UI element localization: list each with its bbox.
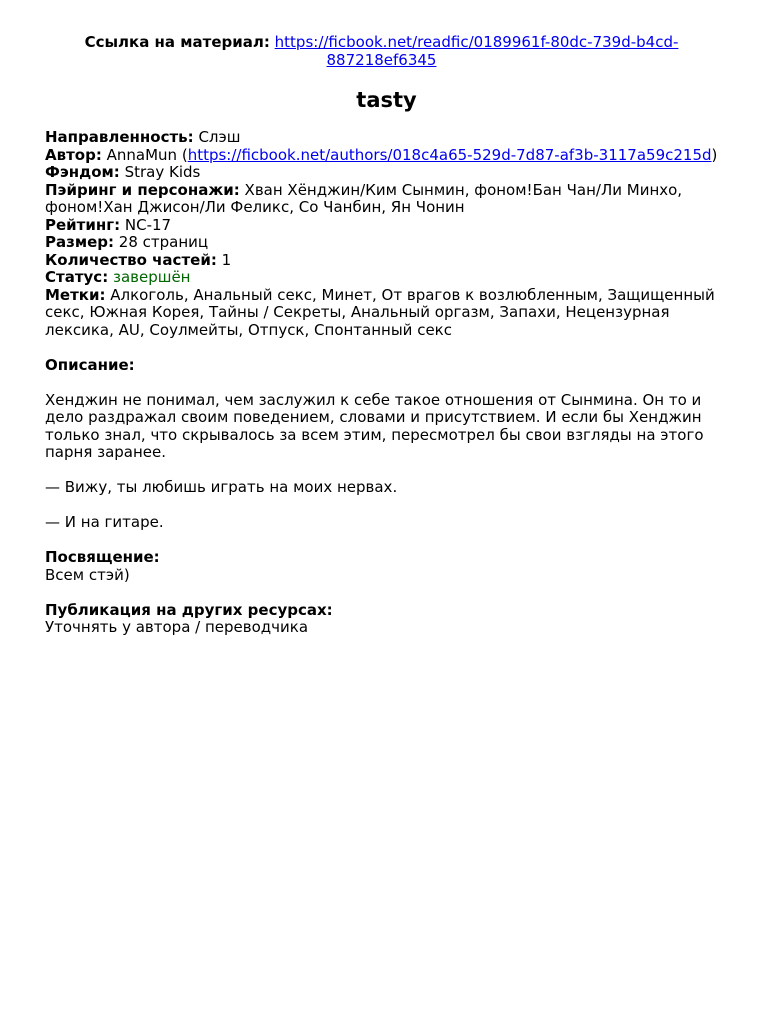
meta-direction (45, 129, 728, 147)
rating-label: Рейтинг: (45, 215, 121, 234)
source-label: Ссылка на материал: (84, 33, 270, 51)
direction-value: Слэш (198, 128, 241, 146)
meta-size (45, 234, 728, 252)
author-open-paren: ( (181, 145, 188, 164)
document-title: tasty (356, 88, 417, 112)
author-name: AnnaMun (106, 145, 178, 164)
direction-label: Направленность: (45, 128, 194, 146)
publication-section (45, 602, 728, 637)
rating-value: NC-17 (124, 215, 172, 234)
meta-author (45, 147, 728, 165)
fandom-value: Stray Kids (124, 163, 201, 181)
author-link[interactable]: https://ficbook.net/authors/018c4a65-529d-7d87-af3b-3117a59c215d (187, 145, 712, 164)
description-paragraph: — Вижу, ты любишь играть на моих нервах. (45, 478, 398, 496)
tags-label: Метки: (45, 285, 106, 304)
source-line (45, 34, 728, 69)
size-value: 28 страниц (118, 233, 209, 251)
author-label: Автор: (45, 145, 102, 164)
meta-pairing (45, 182, 728, 217)
description-paragraph: Хенджин не понимал, чем заслужил к себе такое отношения от Сынмина. Он то и дело раздражал своим поведением, словами и присутствием. И если бы Хенджин только знал, что скрывалось за всем этим, пересмотрел бы свои взгляды на этого парня заранее. (45, 390, 704, 461)
description-paragraph: — И на гитаре. (45, 513, 164, 531)
dedication-label: Посвящение: (45, 548, 160, 566)
source-link[interactable]: https://ficbook.net/readfic/0189961f-80dc-739d-b4cd-887218ef6345 (274, 33, 679, 69)
dedication-section (45, 549, 728, 584)
meta-block (45, 129, 728, 339)
meta-status (45, 269, 728, 287)
description-section (45, 357, 728, 532)
meta-fandom (45, 164, 728, 182)
meta-rating (45, 217, 728, 235)
size-label: Размер: (45, 233, 115, 251)
meta-tags (45, 287, 728, 340)
tags-value: Алкоголь, Анальный секс, Минет, От врагов к возлюбленным, Защищенный секс, Южная Корея, Тайны / Секреты, Анальный оргазм, Запахи, Нецензурная лексика, AU, Соулмейты, Отпуск, Спонтанный секс (45, 285, 715, 339)
author-close-paren: ) (711, 145, 718, 164)
publication-label: Публикация на других ресурсах: (45, 600, 333, 619)
status-label: Статус: (45, 268, 109, 286)
parts-label: Количество частей: (45, 250, 217, 269)
fandom-label: Фэндом: (45, 163, 120, 181)
description-label: Описание: (45, 355, 135, 374)
pairing-value: Хван Хёнджин/Ким Сынмин, фоном!Бан Чан/Ли Минхо, фоном!Хан Джисон/Ли Феликс, Со Чанбин, Ян Чонин (45, 180, 683, 216)
pairing-label: Пэйринг и персонажи: (45, 180, 240, 199)
parts-value: 1 (221, 250, 232, 269)
dedication-value: Всем стэй) (45, 565, 130, 584)
meta-parts (45, 252, 728, 270)
publication-value: Уточнять у автора / переводчика (45, 618, 309, 636)
status-value: завершён (112, 268, 191, 286)
